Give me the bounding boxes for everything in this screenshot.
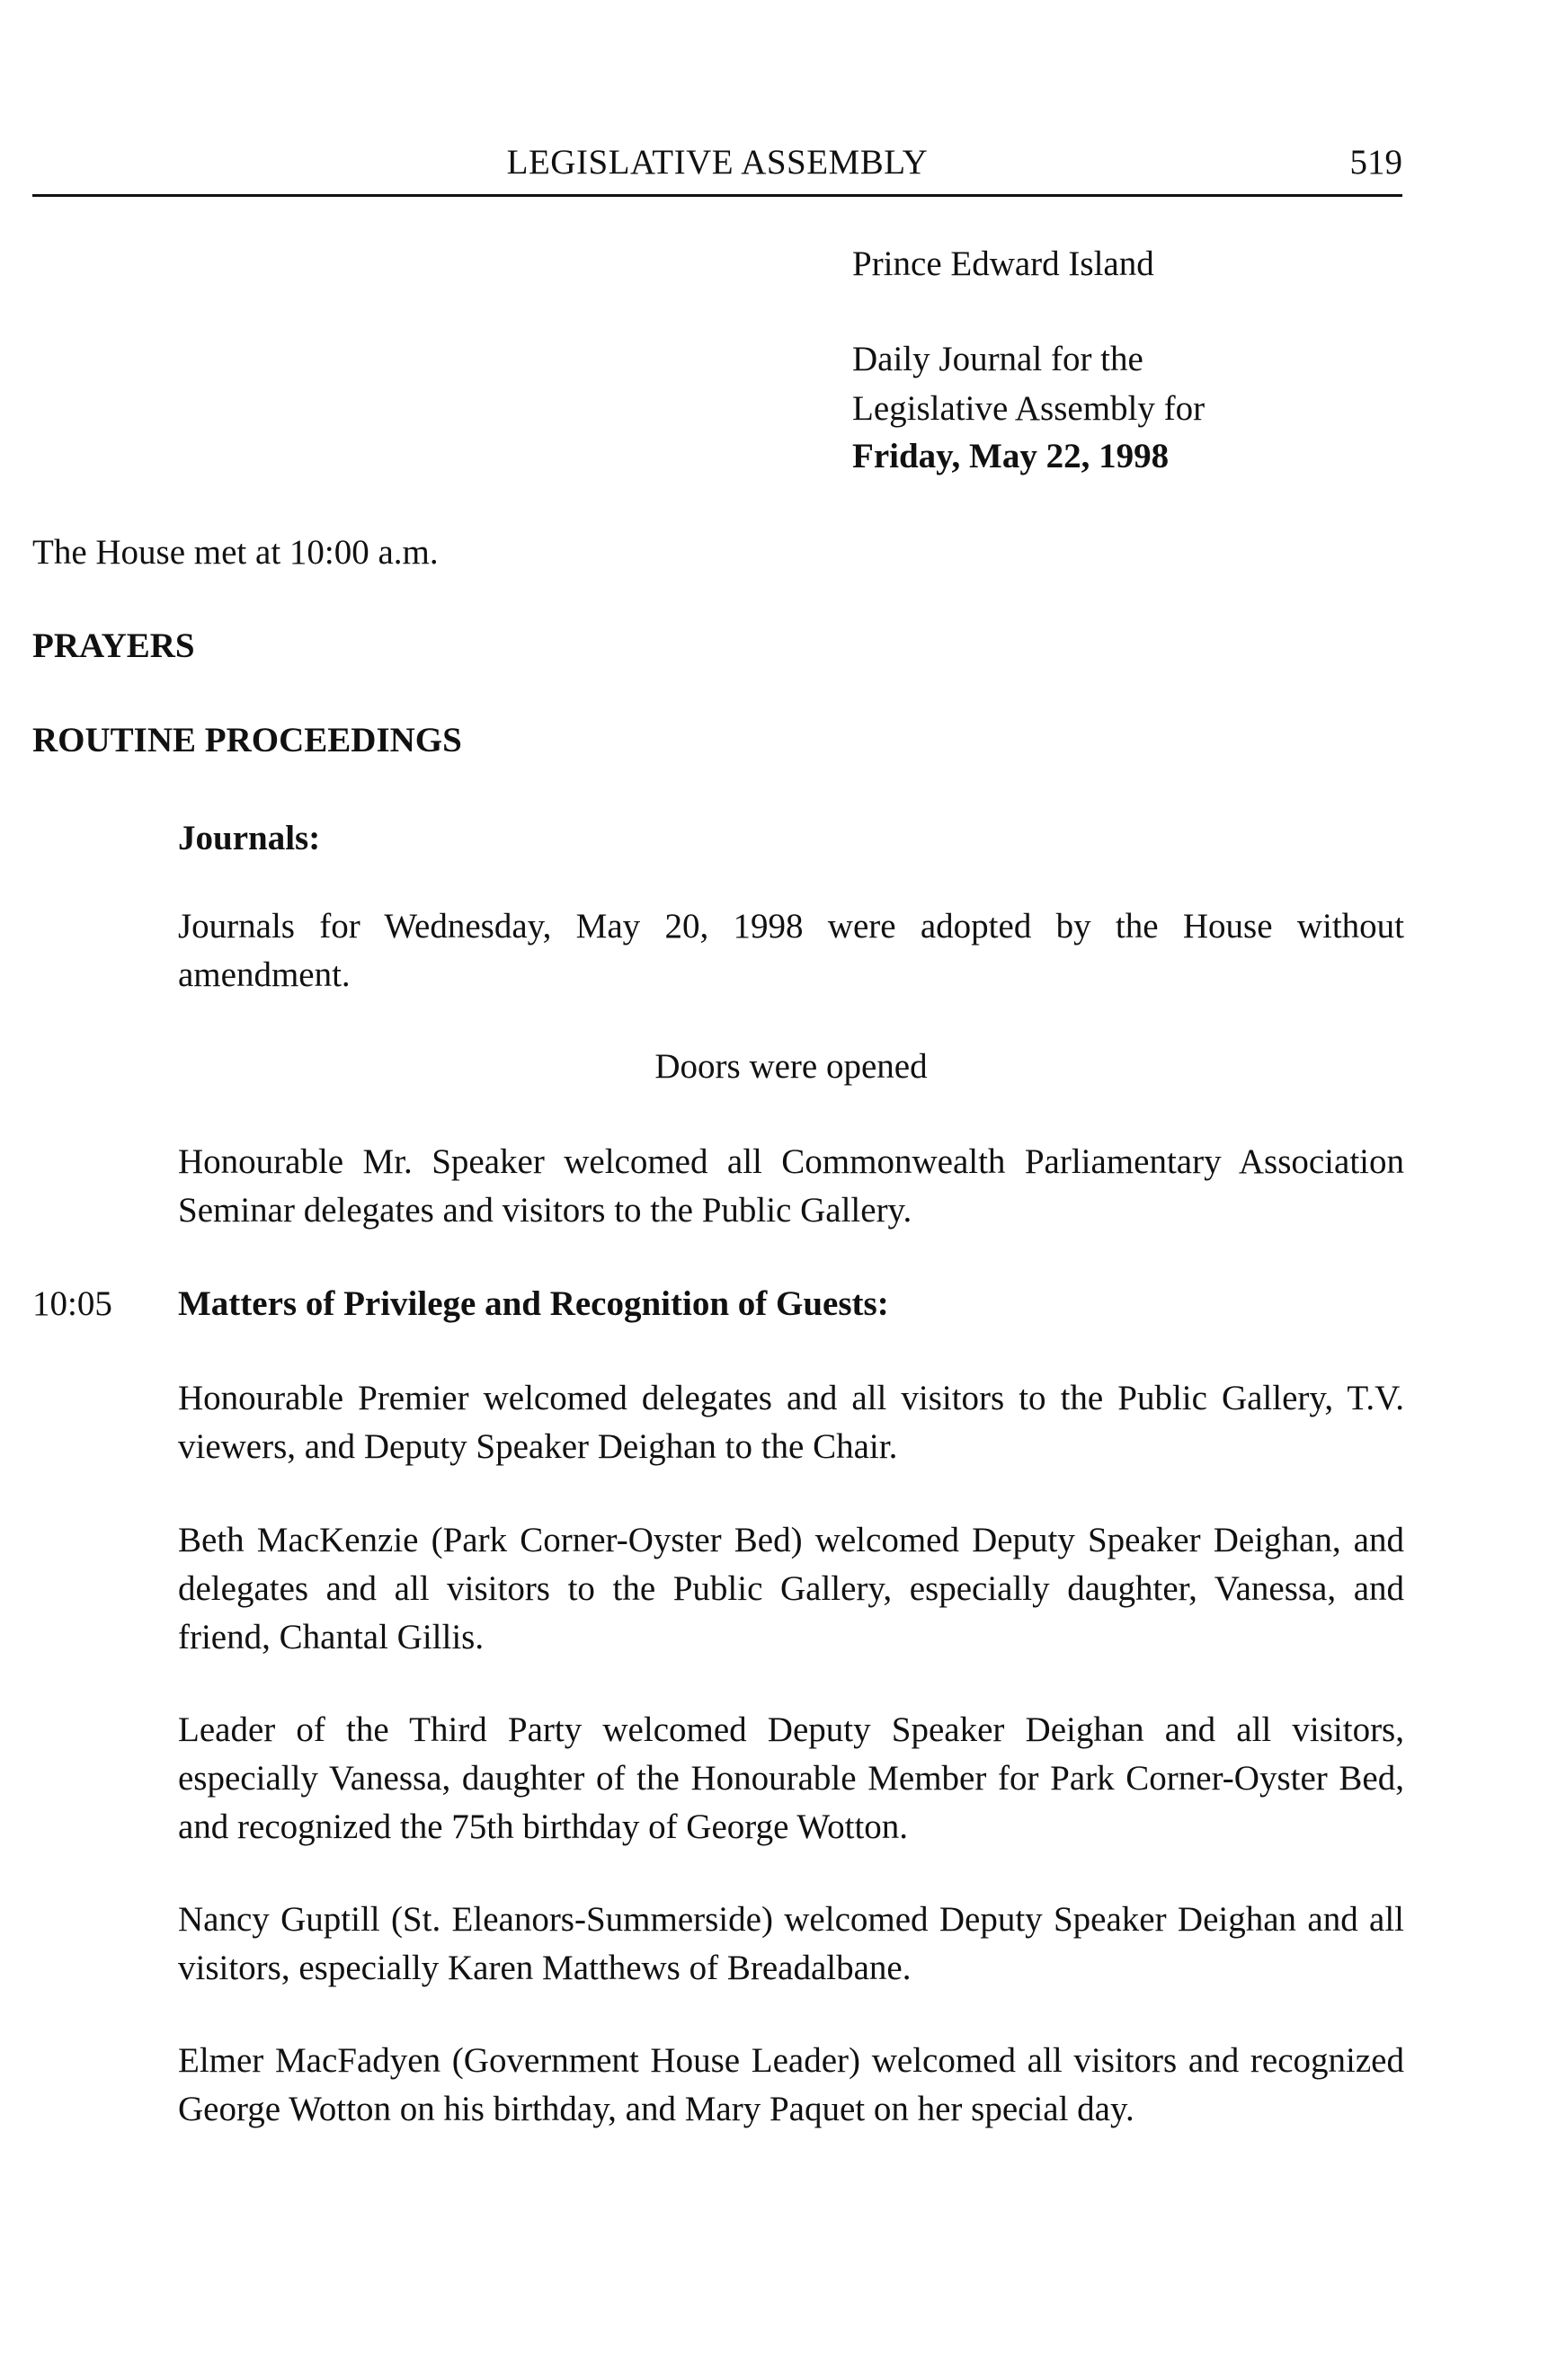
- speaker-welcome-paragraph: Honourable Mr. Speaker welcomed all Commonwealth Parliamentary Association Seminar delegates and visitors to the Public Gallery.: [178, 1142, 1404, 1230]
- journals-heading: Journals:: [178, 819, 321, 857]
- journals-paragraph: Journals for Wednesday, May 20, 1998 were adopted by the House without amendment.: [178, 907, 1404, 994]
- guptill-welcome-paragraph: Nancy Guptill (St. Eleanors-Summerside) welcomed Deputy Speaker Deighan and all visitors, especially Karen Matthews of Breadalbane.: [178, 1900, 1404, 1987]
- province-name: Prince Edward Island: [852, 244, 1154, 283]
- mackenzie-welcome-paragraph: Beth MacKenzie (Park Corner-Oyster Bed) welcomed Deputy Speaker Deighan, and delegates and all visitors to the Public Gallery, especially daughter, Vanessa, and friend, Chantal Gillis.: [178, 1521, 1404, 1656]
- premier-welcome-paragraph: Honourable Premier welcomed delegates and all visitors to the Public Gallery, T.V. viewers, and Deputy Speaker Deighan to the Chair.: [178, 1379, 1404, 1466]
- margin-time-stamp: 10:05: [32, 1284, 112, 1323]
- journal-title-line-1: Daily Journal for the: [852, 340, 1143, 378]
- journal-title-line-2: Legislative Assembly for: [852, 389, 1206, 428]
- header-title: LEGISLATIVE ASSEMBLY: [506, 143, 929, 182]
- doors-opened-line: Doors were opened: [654, 1047, 928, 1086]
- journal-date: Friday, May 22, 1998: [852, 437, 1170, 475]
- house-met-line: The House met at 10:00 a.m.: [32, 533, 439, 572]
- page-header: [32, 142, 1402, 198]
- header-rule: [32, 194, 1402, 197]
- routine-proceedings-heading: ROUTINE PROCEEDINGS: [32, 721, 462, 759]
- page-number: 519: [1349, 143, 1402, 182]
- privilege-heading: Matters of Privilege and Recognition of Guests:: [178, 1284, 889, 1323]
- prayers-heading: PRAYERS: [32, 626, 195, 665]
- third-party-welcome-paragraph: Leader of the Third Party welcomed Deputy Speaker Deighan and all visitors, especially Vanessa, daughter of the Honourable Member for Park Corner-Oyster Bed, and recognized the 75th birthday of George Wotton.: [178, 1710, 1404, 1846]
- macfadyen-welcome-paragraph: Elmer MacFadyen (Government House Leader) welcomed all visitors and recognized George Wotton on his birthday, and Mary Paquet on her special day.: [178, 2041, 1404, 2128]
